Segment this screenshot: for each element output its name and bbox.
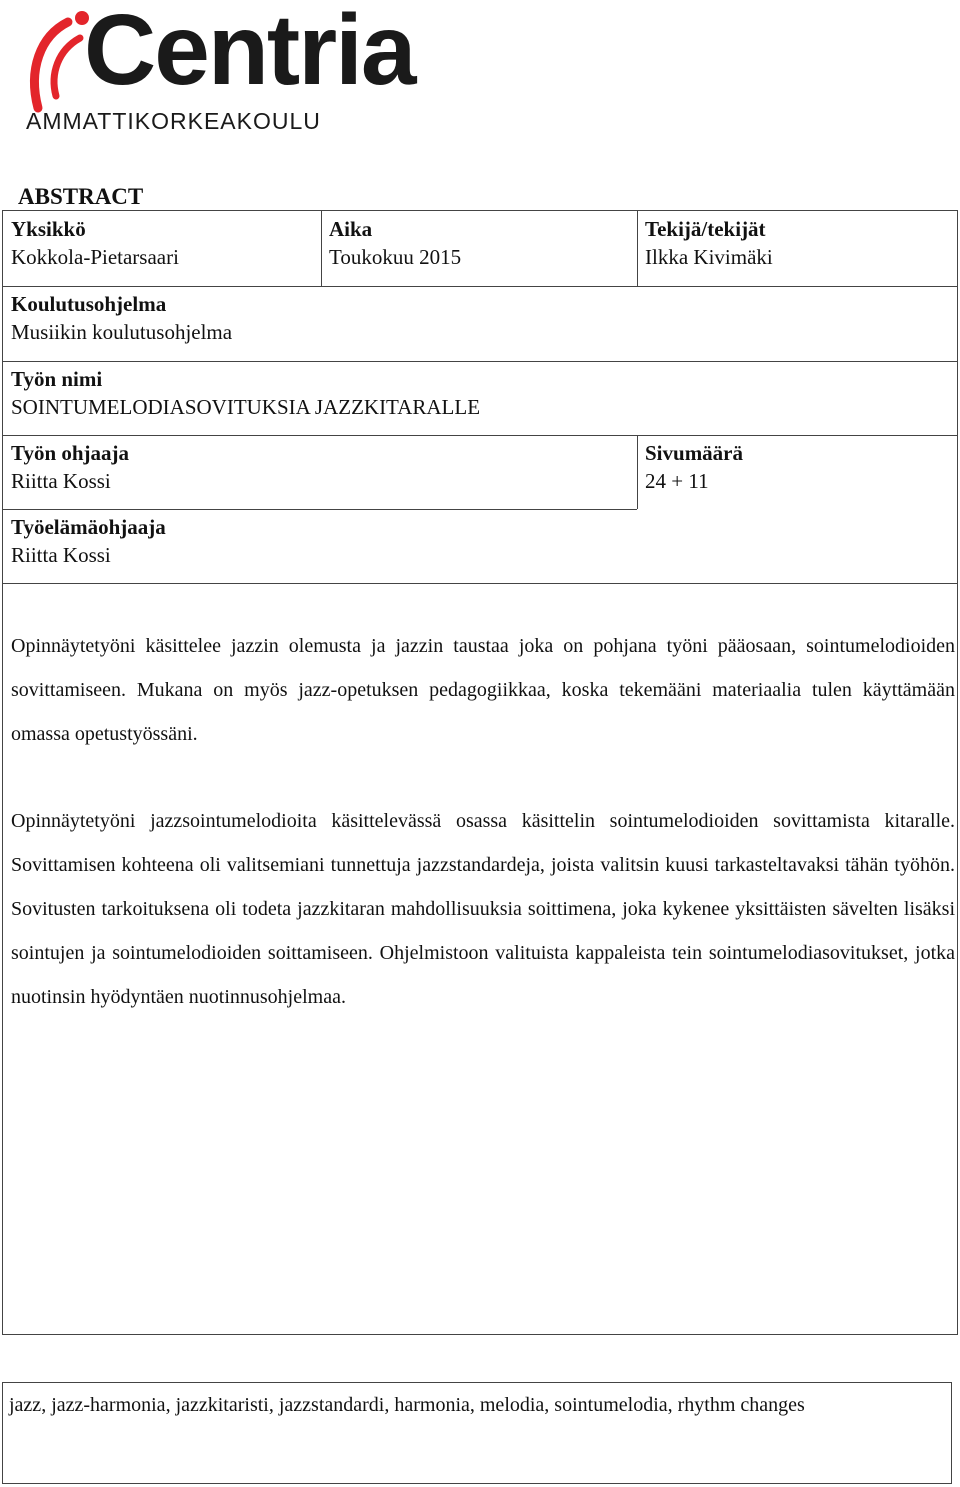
thesis-title-label: Työn nimi [11,367,103,391]
logo-subtitle: AMMATTIKORKEAKOULU [26,108,321,134]
page-count-label: Sivumäärä [645,441,744,465]
work-supervisor-label: Työelämäohjaaja [11,515,166,539]
author-value: Ilkka Kivimäki [645,245,773,269]
work-supervisor-value: Riitta Kossi [11,543,111,567]
supervisor-label: Työn ohjaaja [11,441,130,465]
programme-cell [3,286,957,361]
page-title: ABSTRACT [18,184,144,209]
page-count-value: 24 + 11 [645,469,709,493]
keywords-text: jazz, jazz-harmonia, jazzkitaristi, jazzstandardi, harmonia, melodia, sointumelodia, rhythm changes [9,1394,805,1416]
abstract-paragraph: Opinnäytetyöni jazzsointumelodioita käsittelevässä osassa käsittelin sointumelodioiden sovittamista kitaralle. Sovittamisen kohteena oli valitsemiani tunnettuja jazzstandardeja, joista valitsin kuusi tarkasteltavaksi tähän työhön. Sovitusten tarkoituksena oli todeta jazzkitaran mahdollisuuksia soittimena, joka kykenee yksittäisten sävelten lisäksi sointujen ja sointumelodioiden soittamiseen. Ohjelmistoon valituista kappaleista tein sointumelodiasovitukset, jotka nuotinsin hyödyntäen nuotinnusohjelmaa. [11,810,955,1008]
thesis-info-table [2,210,958,584]
unit-value: Kokkola-Pietarsaari [11,245,179,269]
thesis-title-cell [3,361,957,435]
centria-logo [22,0,415,134]
unit-label: Yksikkö [11,217,86,241]
thesis-title-value: SOINTUMELODIASOVITUKSIA JAZZKITARALLE [11,395,481,419]
page-count-cell [637,435,957,509]
author-label: Tekijä/tekijät [645,217,766,241]
date-value: Toukokuu 2015 [329,245,462,269]
supervisor-cell [3,435,637,509]
supervisor-value: Riitta Kossi [11,469,111,493]
keywords-box [2,1382,952,1484]
programme-value: Musiikin koulutusohjelma [11,320,233,344]
date-cell [321,211,637,286]
programme-label: Koulutusohjelma [11,292,167,316]
author-cell [637,211,957,286]
abstract-text-box [2,583,958,1335]
abstract-paragraph: Opinnäytetyöni käsittelee jazzin olemusta ja jazzin taustaa joka on pohjana työni pääosaan, sointumelodioiden sovittamiseen. Mukana on myös jazz-opetuksen pedagogiikkaa, koska tekemääni materiaalia tulen käyttämään omassa opetustyössäni. [11,635,955,745]
unit-cell [3,211,321,286]
date-label: Aika [329,217,373,241]
work-supervisor-cell [3,509,637,583]
logo-wordmark: Centria [84,0,415,106]
